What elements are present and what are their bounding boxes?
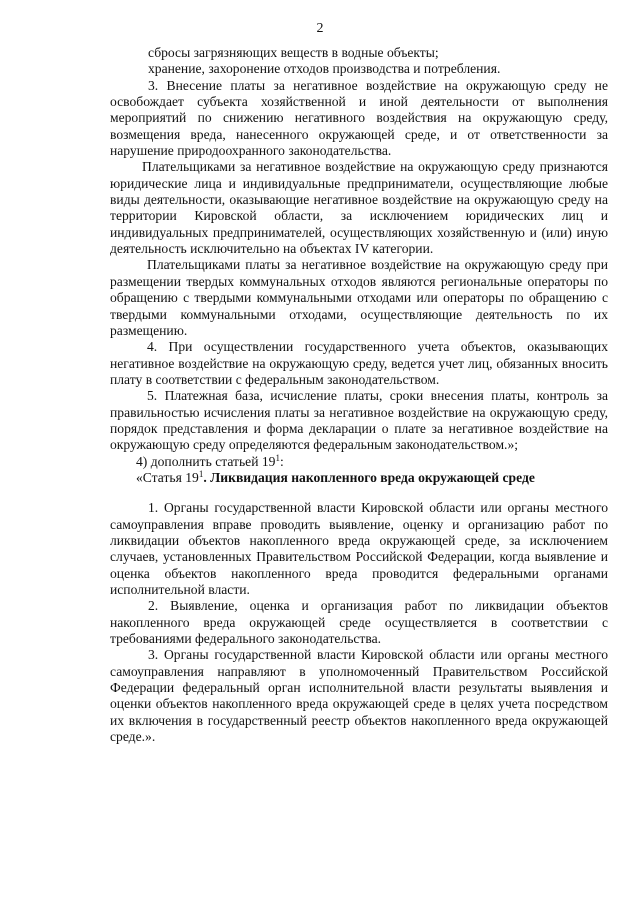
paragraph: Плательщиками платы за негативное воздействие на окружающую среду при размещении твердых коммунальных отходов являются региональные операторы по обращению с твердыми коммунальными отходами или операторы по обращению с твердыми коммунальными отходами, осуществляющие деятельность по их размещению. — [110, 257, 608, 338]
article-title: . Ликвидация накопленного вреда окружающей среде — [203, 469, 535, 485]
amendment-suffix: : — [279, 453, 284, 469]
article-heading — [110, 470, 608, 486]
superscript: 1 — [275, 452, 280, 463]
document-body — [110, 45, 608, 745]
paragraph: сбросы загрязняющих веществ в водные объекты; — [148, 45, 439, 60]
paragraph: Плательщиками за негативное воздействие на окружающую среду признаются юридические лица и индивидуальные предприниматели, осуществляющие любые виды деятельности, оказывающие негативное воздействие на окружающую среду на территории Кировской области, за исключением юридических лиц и индивидуальных предпринимателей, осуществляющих хозяйственную и (или) иную деятельность исключительно на объектах IV категории. — [110, 159, 608, 257]
paragraph: 1. Органы государственной власти Кировской области или органы местного самоуправления вправе проводить выявление, оценку и организацию работ по ликвидации объектов накопленного вреда окружающей среде, за исключением случаев, установленных Правительством Российской Федерации, когда выявление и оценка объектов накопленного вреда проводится федеральными органами исполнительной власти. — [110, 500, 608, 597]
page-number: 2 — [316, 21, 324, 36]
paragraph: 2. Выявление, оценка и организация работ по ликвидации объектов накопленного вреда окружающей среде осуществляется в соответствии с требованиями федерального законодательства. — [110, 598, 608, 647]
paragraph: 4. При осуществлении государственного учета объектов, оказывающих негативное воздействие на окружающую среду, ведется учет лиц, обязанных вносить плату в соответствии с федеральным законодательством. — [110, 339, 608, 387]
superscript: 1 — [198, 468, 204, 479]
article-prefix: «Статья 19 — [136, 469, 199, 485]
amendment-text: 4) дополнить статьей 19 — [136, 453, 276, 469]
paragraph: 5. Платежная база, исчисление платы, сроки внесения платы, контроль за правильностью исчисления платы за негативное воздействие на окружающую среду, порядок представления и форма декларации о плате за негативное воздействие на окружающую среду определяются федеральным законодательством.»; — [110, 388, 608, 453]
paragraph: 3. Органы государственной власти Кировской области или органы местного самоуправления направляют в уполномоченный Правительством Российской Федерации федеральный орган исполнительной власти результаты выявления и оценки объектов накопленного вреда окружающей среде в целях учета посредством их включения в государственный реестр объектов накопленного вреда окружающей среде.». — [110, 647, 608, 745]
paragraph: хранение, захоронение отходов производства и потребления. — [148, 61, 501, 77]
paragraph: 3. Внесение платы за негативное воздействие на окружающую среду не освобождает субъекта хозяйственной и иной деятельности от выполнения мероприятий по снижению негативного воздействия на окружающую среду, возмещения вреда, нанесенного окружающей среде, и от ответственности за нарушение природоохранного законодательства. — [110, 77, 608, 159]
amendment-line — [110, 454, 608, 470]
